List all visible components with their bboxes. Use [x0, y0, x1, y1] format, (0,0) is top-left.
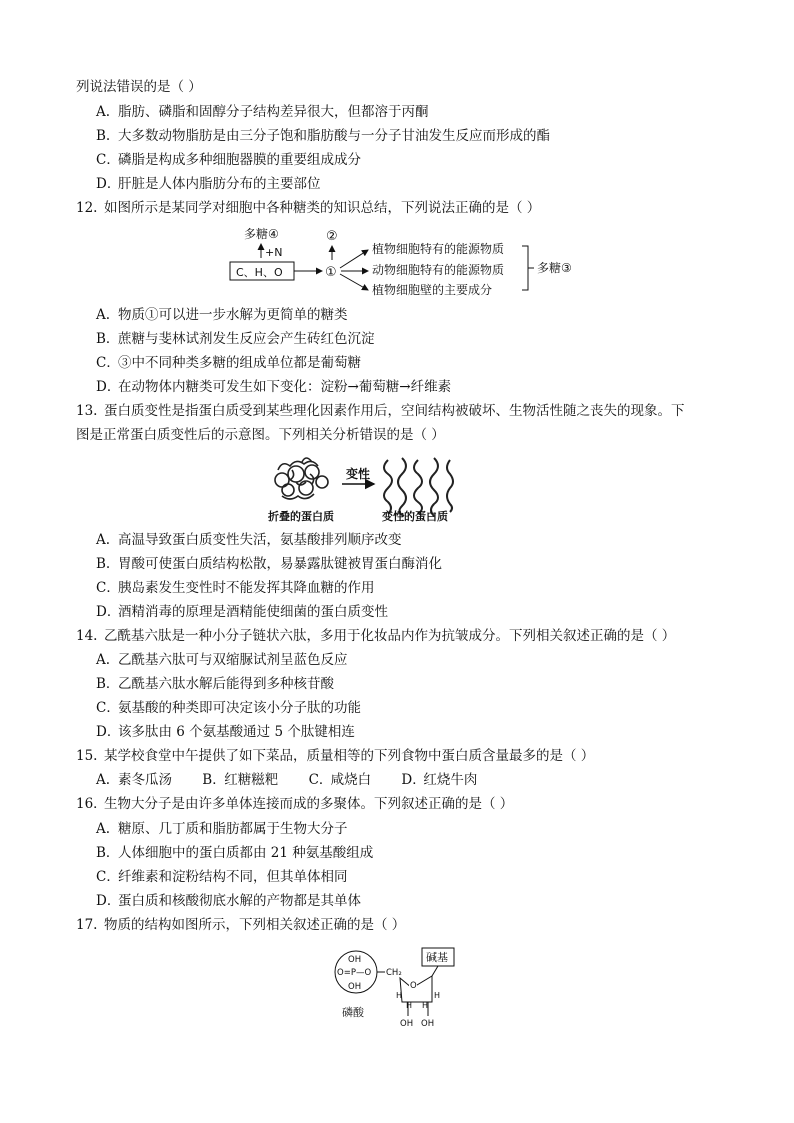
q16-option-c[interactable]: [96, 868, 348, 886]
option-text: 该多肽由 6 个氨基酸通过 5 个肽键相连: [118, 724, 355, 740]
option-label: B．: [202, 772, 226, 788]
branch-1-text: 植物细胞特有的能源物质: [372, 242, 505, 256]
option-text: 大多数动物脂肪是由三分子饱和脂肪酸与一分子甘油发生反应而形成的酯: [118, 128, 550, 144]
option-text: 纤维素和淀粉结构不同，但其单体相同: [118, 869, 348, 885]
q11-option-c[interactable]: [96, 151, 361, 169]
q15-stem: [76, 747, 594, 765]
q14-option-c[interactable]: [96, 699, 361, 717]
option-label: D．: [96, 604, 121, 620]
question-text: 如图所示是某同学对细胞中各种糖类的知识总结，下列说法正确的是（ ）: [104, 200, 541, 216]
oh-bottom: OH: [348, 982, 362, 992]
option-text: 咸烧白: [330, 772, 372, 788]
question-text: 乙酰基六肽是一种小分子链状六肽，多用于化妆品内作为抗皱成分。下列相关叙述正确的是（ ）: [104, 628, 676, 644]
q12-sugar-diagram: [228, 222, 588, 300]
q11-option-d[interactable]: [96, 175, 321, 193]
q15-option-b[interactable]: [202, 771, 278, 789]
option-label: A.: [96, 532, 111, 548]
option-text: 高温导致蛋白质变性失活，氨基酸排列顺序改变: [118, 532, 402, 548]
option-label: C．: [96, 869, 120, 885]
option-text: 酒精消毒的原理是酒精能使细菌的蛋白质变性: [118, 604, 388, 620]
polysaccharide-4-label: 多糖④: [244, 227, 279, 241]
q11-option-a[interactable]: [96, 103, 429, 121]
option-label: D．: [96, 893, 121, 909]
q17-stem: [76, 916, 405, 934]
option-text: 在动物体内糖类可发生如下变化：淀粉→葡萄糖→纤维素: [118, 379, 452, 395]
denatured-protein-icon: [384, 458, 453, 516]
option-text: 蛋白质和核酸彻底水解的产物都是其单体: [118, 893, 361, 909]
q15-options-row: [96, 771, 503, 789]
q15-option-c[interactable]: [309, 771, 372, 789]
question-number: 17.: [76, 917, 98, 933]
option-text: 人体细胞中的蛋白质都由 21 种氨基酸组成: [118, 845, 374, 861]
q15-option-a[interactable]: [96, 771, 172, 789]
ring-oxygen: O: [410, 981, 417, 991]
option-label: A.: [96, 772, 111, 788]
option-text: 脂肪、磷脂和固醇分子结构差异很大，但都溶于丙酮: [118, 104, 429, 120]
q13-stem-line2: 图是正常蛋白质变性后的示意图。下列相关分析错误的是（ ）: [76, 427, 445, 443]
circle-2-label: ②: [326, 229, 338, 244]
q13-stem-line1: [76, 402, 685, 420]
q12-option-b[interactable]: [96, 330, 375, 348]
q13-protein-diagram: [266, 452, 466, 526]
option-text: 氨基酸的种类即可决定该小分子肽的功能: [118, 700, 361, 716]
question-number: 16．: [76, 796, 107, 812]
circle-1-label: ①: [325, 265, 337, 280]
denature-label: 变性: [346, 467, 371, 481]
q16-option-a[interactable]: [96, 820, 348, 838]
option-label: D．: [96, 379, 121, 395]
option-label: C．: [96, 700, 120, 716]
polysaccharide-3-label: 多糖③: [537, 261, 572, 275]
option-label: A.: [96, 652, 111, 668]
q16-option-d[interactable]: [96, 892, 361, 910]
denatured-protein-caption: 变性的蛋白质: [382, 510, 448, 523]
plus-n-label: +N: [265, 246, 283, 259]
option-label: C．: [96, 355, 120, 371]
option-text: 乙酰基六肽可与双缩脲试剂呈蓝色反应: [118, 652, 348, 668]
option-text: 肝脏是人体内脂肪分布的主要部位: [118, 176, 321, 192]
q13-option-d[interactable]: [96, 603, 388, 621]
q11-option-b[interactable]: [96, 127, 550, 145]
q16-option-b[interactable]: [96, 844, 373, 862]
folded-protein-caption: 折叠的蛋白质: [268, 510, 334, 523]
option-text: 胃酸可使蛋白质结构松散，易暴露肽键被胃蛋白酶消化: [118, 556, 442, 572]
question-number: 12.: [76, 200, 98, 216]
question-text: 蛋白质变性是指蛋白质受到某些理化因素作用后，空间结构被破坏、生物活性随之丧失的现象。下: [104, 403, 685, 419]
q12-stem: [76, 199, 540, 217]
q13-option-c[interactable]: [96, 579, 375, 597]
q17-nucleotide-diagram: [330, 944, 460, 1036]
question-number: 14.: [76, 628, 98, 644]
option-text: 红糖糍粑: [224, 772, 279, 788]
q14-option-d[interactable]: [96, 723, 355, 741]
h-1: H: [396, 991, 403, 1000]
option-label: B．: [96, 331, 120, 347]
q11-stem-end: 列说法错误的是（ ）: [76, 79, 202, 95]
q14-stem: [76, 627, 675, 645]
option-label: B.: [96, 128, 111, 144]
oh-top: OH: [348, 955, 362, 965]
phosphate-row: O=P—O: [337, 968, 372, 978]
branch-arrow-1: [340, 250, 368, 268]
q16-stem: [76, 795, 513, 813]
phosphate-caption: 磷酸: [342, 1006, 364, 1019]
option-label: D．: [96, 176, 121, 192]
branch-3-text: 植物细胞壁的主要成分: [372, 283, 493, 297]
oh-left: OH: [400, 1019, 414, 1029]
option-label: D．: [401, 772, 426, 788]
q13-option-b[interactable]: [96, 555, 442, 573]
question-text: 物质的结构如图所示，下列相关叙述正确的是（ ）: [104, 917, 406, 933]
q12-option-c[interactable]: [96, 354, 361, 372]
option-text: 乙酰基六肽水解后能得到多种核苷酸: [118, 676, 334, 692]
option-label: D．: [96, 724, 121, 740]
ch2-label: CH₂: [386, 968, 402, 978]
option-text: 红烧牛肉: [423, 772, 478, 788]
option-label: A.: [96, 307, 111, 323]
option-label: B．: [96, 676, 120, 692]
oh-right: OH: [421, 1019, 435, 1029]
option-text: ③中不同种类多糖的组成单位都是葡萄糖: [118, 355, 361, 371]
option-text: 素冬瓜汤: [118, 772, 172, 788]
branch-arrow-3: [340, 274, 368, 290]
option-label: C．: [96, 580, 120, 596]
bracket: [522, 246, 534, 290]
option-text: 蔗糖与斐林试剂发生反应会产生砖红色沉淀: [118, 331, 375, 347]
option-label: B．: [96, 845, 120, 861]
folded-protein-icon: [275, 458, 328, 499]
q14-option-a[interactable]: [96, 651, 348, 669]
base-box-text: 碱基: [426, 951, 448, 964]
option-text: 磷脂是构成多种细胞器膜的重要组成成分: [118, 152, 361, 168]
option-label: A.: [96, 104, 111, 120]
question-number: 15.: [76, 748, 98, 764]
q12-option-a[interactable]: [96, 306, 348, 324]
question-text: 生物大分子是由许多单体连接而成的多聚体。下列叙述正确的是（ ）: [104, 796, 514, 812]
element-box-text: C、H、O: [236, 266, 283, 279]
option-text: 胰岛素发生变性时不能发挥其降血糖的作用: [118, 580, 375, 596]
q15-option-d[interactable]: [401, 771, 477, 789]
question-number: 13.: [76, 403, 98, 419]
h-3: H: [422, 1001, 429, 1010]
option-label: C．: [96, 152, 120, 168]
branch-2-text: 动物细胞特有的能源物质: [372, 263, 505, 277]
base-bond: [432, 966, 438, 976]
question-text: 某学校食堂中午提供了如下菜品，质量相等的下列食物中蛋白质含量最多的是（ ）: [104, 748, 595, 764]
option-label: C．: [308, 772, 333, 788]
q14-option-b[interactable]: [96, 675, 334, 693]
option-text: 物质①可以进一步水解为更简单的糖类: [118, 307, 348, 323]
option-text: 糖原、几丁质和脂肪都属于生物大分子: [118, 821, 348, 837]
h-2: H: [406, 1001, 413, 1010]
h-4: H: [434, 991, 441, 1000]
option-label: A.: [96, 821, 111, 837]
q12-option-d[interactable]: [96, 378, 451, 396]
option-label: B.: [96, 556, 111, 572]
q13-option-a[interactable]: [96, 531, 402, 549]
